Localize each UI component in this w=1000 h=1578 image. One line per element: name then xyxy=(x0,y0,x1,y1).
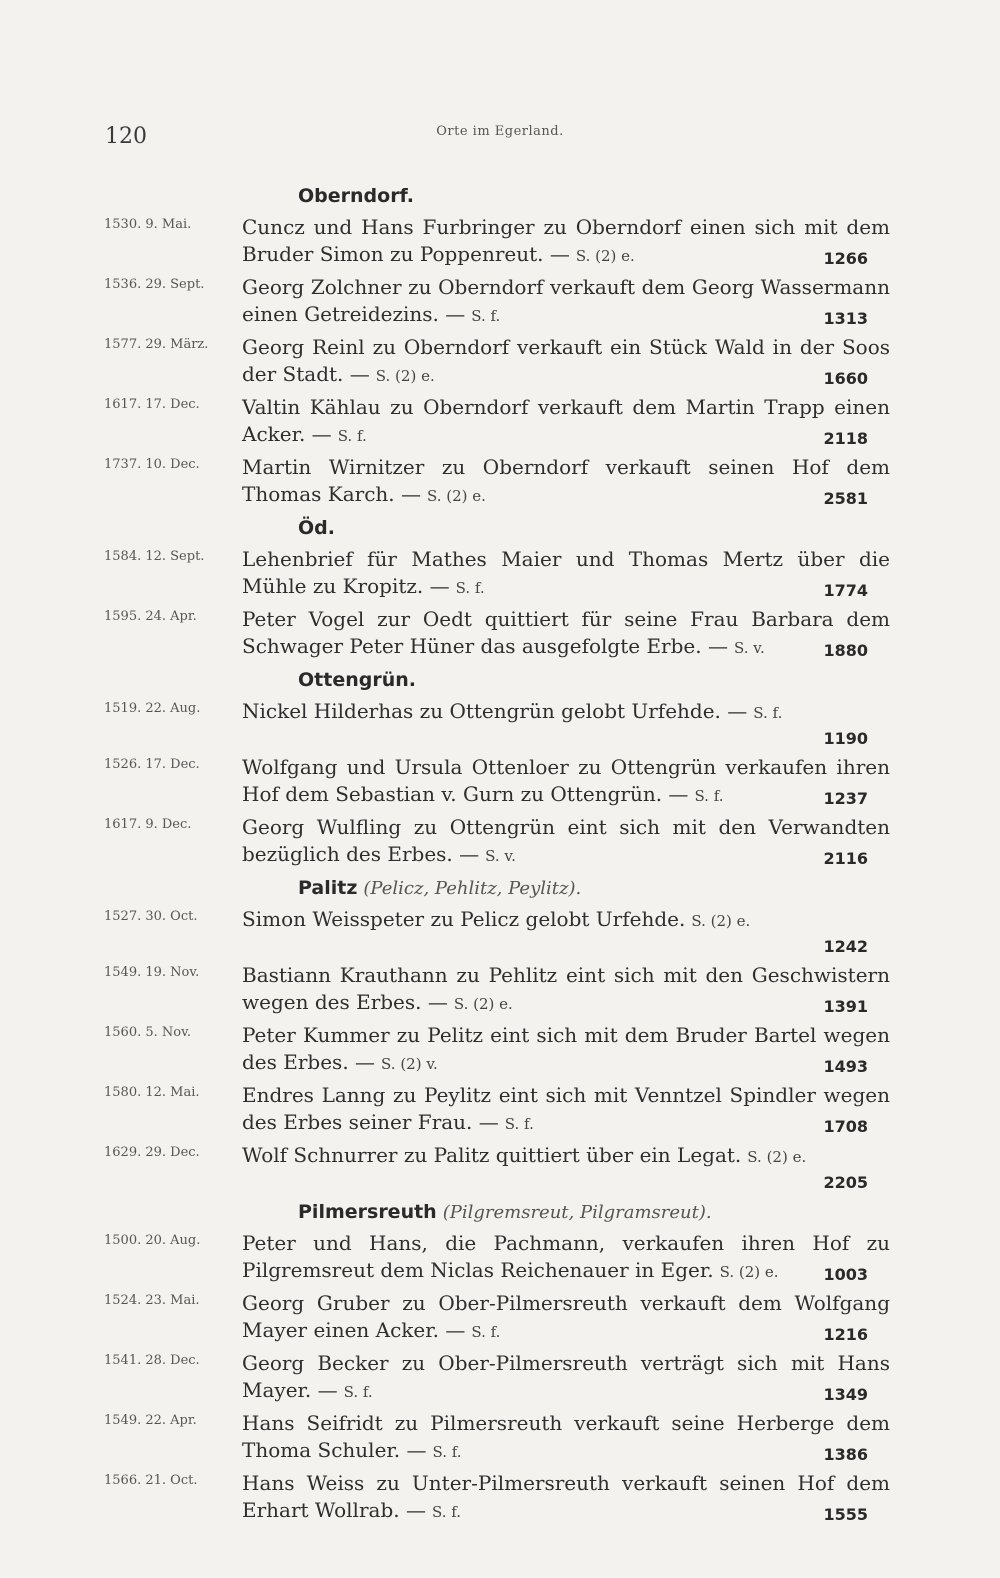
register-entry xyxy=(0,1470,1000,1526)
seal-reference: S. (2) e. xyxy=(375,367,435,385)
entry-summary: Georg Zolchner zu Oberndorf verkauft dem Georg Wassermann einen Getreidezins. — xyxy=(242,275,890,326)
entry-text xyxy=(242,814,890,870)
register-entry xyxy=(0,1082,1000,1138)
entry-text xyxy=(242,1350,890,1406)
seal-reference: S. f. xyxy=(504,1115,534,1133)
entry-text xyxy=(242,546,890,602)
entry-summary: Georg Reinl zu Oberndorf verkauft ein Stück Wald in der Soos der Stadt. — xyxy=(242,335,890,386)
register-entry xyxy=(0,1022,1000,1078)
entry-text xyxy=(242,906,890,935)
document-number: 1242 xyxy=(823,937,868,956)
seal-reference: S. f. xyxy=(455,579,485,597)
entry-text xyxy=(242,394,890,450)
entry-date: 1524. 23. Mai. xyxy=(104,1293,200,1308)
page-number: 120 xyxy=(105,124,147,149)
entry-date: 1536. 29. Sept. xyxy=(104,277,205,292)
entry-summary: Georg Gruber zu Ober-Pilmersreuth verkauft dem Wolfgang Mayer einen Acker. — xyxy=(242,1291,890,1342)
entry-text xyxy=(242,754,890,810)
entry-text xyxy=(242,1230,890,1286)
seal-reference: S. f. xyxy=(471,1323,501,1341)
register-entry xyxy=(0,454,1000,510)
document-number: 1708 xyxy=(823,1117,868,1136)
document-number: 1555 xyxy=(823,1505,868,1524)
section-title xyxy=(298,668,1000,692)
seal-reference: S. v. xyxy=(733,639,765,657)
entry-date: 1617. 9. Dec. xyxy=(104,817,192,832)
entry-date: 1500. 20. Aug. xyxy=(104,1233,201,1248)
entry-summary: Martin Wirnitzer zu Oberndorf verkauft seinen Hof dem Thomas Karch. — xyxy=(242,455,890,506)
document-number: 1190 xyxy=(823,729,868,748)
entry-summary: Hans Weiss zu Unter-Pilmersreuth verkauft seinen Hof dem Erhart Wollrab. — xyxy=(242,1471,890,1522)
entry-summary: Peter und Hans, die Pachmann, verkaufen ihren Hof zu Pilgremsreut dem Niclas Reichenauer in Eger. xyxy=(242,1231,890,1282)
entry-date: 1580. 12. Mai. xyxy=(104,1085,200,1100)
seal-reference: S. (2) v. xyxy=(381,1055,438,1073)
document-number: 1216 xyxy=(823,1325,868,1344)
entry-summary: Wolfgang und Ursula Ottenloer zu Ottengrün verkaufen ihren Hof dem Sebastian v. Gurn zu Ottengrün. — xyxy=(242,755,890,806)
register-entry xyxy=(0,394,1000,450)
section-title xyxy=(298,516,1000,540)
document-number: 1774 xyxy=(823,581,868,600)
document-number: 1880 xyxy=(823,641,868,660)
entry-summary: Peter Vogel zur Oedt quittiert für seine Frau Barbara dem Schwager Peter Hüner das ausgefolgte Erbe. — xyxy=(242,607,890,658)
entry-summary: Georg Becker zu Ober-Pilmersreuth verträgt sich mit Hans Mayer. — xyxy=(242,1351,890,1402)
register-entry xyxy=(0,814,1000,870)
entry-date: 1617. 17. Dec. xyxy=(104,397,200,412)
document-number: 1386 xyxy=(823,1445,868,1464)
section-title xyxy=(298,876,1000,900)
seal-reference: S. (2) e. xyxy=(427,487,486,505)
entry-date: 1560. 5. Nov. xyxy=(104,1025,192,1040)
document-number: 1493 xyxy=(823,1057,868,1076)
entry-text xyxy=(242,1142,890,1171)
document-number: 1237 xyxy=(823,789,868,808)
entry-date: 1541. 28. Dec. xyxy=(104,1353,200,1368)
entry-summary: Peter Kummer zu Pelitz eint sich mit dem Bruder Bartel wegen des Erbes. — xyxy=(242,1023,890,1074)
register-entry xyxy=(0,274,1000,330)
entry-date: 1530. 9. Mai. xyxy=(104,217,192,232)
entry-text xyxy=(242,1470,890,1526)
seal-reference: S. f. xyxy=(694,787,724,805)
register-entry xyxy=(0,546,1000,602)
entry-summary: Cuncz und Hans Furbringer zu Oberndorf einen sich mit dem Bruder Simon zu Poppenreut. — xyxy=(242,215,890,266)
entry-text xyxy=(242,214,890,270)
document-number: 1349 xyxy=(823,1385,868,1404)
register-entry xyxy=(0,906,1000,958)
section-title xyxy=(298,1200,1000,1224)
seal-reference: S. f. xyxy=(432,1443,462,1461)
document-number: 1391 xyxy=(823,997,868,1016)
register-entry xyxy=(0,754,1000,810)
entry-date: 1526. 17. Dec. xyxy=(104,757,200,772)
entry-summary: Georg Wulfling zu Ottengrün eint sich mit den Verwandten bezüglich des Erbes. — xyxy=(242,815,890,866)
entry-summary: Endres Lanng zu Peylitz eint sich mit Venntzel Spindler wegen des Erbes seiner Frau. — xyxy=(242,1083,890,1134)
register-entry xyxy=(0,1410,1000,1466)
entry-summary: Simon Weisspeter zu Pelicz gelobt Urfehde. xyxy=(242,907,686,931)
place-alias: (Pelicz, Pehlitz, Peylitz). xyxy=(363,878,582,899)
seal-reference: S. (2) e. xyxy=(691,912,751,930)
seal-reference: S. (2) e. xyxy=(453,995,513,1013)
document-number: 2205 xyxy=(823,1173,868,1192)
register-entry xyxy=(0,1142,1000,1194)
entry-summary: Wolf Schnurrer zu Palitz quittiert über ein Legat. xyxy=(242,1143,742,1167)
register-entry xyxy=(0,334,1000,390)
seal-reference: S. f. xyxy=(337,427,367,445)
register-entry xyxy=(0,698,1000,750)
register-entry xyxy=(0,214,1000,270)
register-entry xyxy=(0,962,1000,1018)
entry-text xyxy=(242,606,890,662)
document-number: 1660 xyxy=(823,369,868,388)
seal-reference: S. (2) e. xyxy=(575,247,635,265)
entry-text xyxy=(242,1022,890,1078)
seal-reference: S. f. xyxy=(431,1503,462,1521)
seal-reference: S. (2) e. xyxy=(719,1263,779,1281)
entry-date: 1549. 22. Apr. xyxy=(104,1413,197,1428)
entry-summary: Nickel Hilderhas zu Ottengrün gelobt Urfehde. — xyxy=(242,699,748,723)
entry-text xyxy=(242,698,890,727)
running-title: Orte im Egerland. xyxy=(436,124,564,139)
register-entry xyxy=(0,1290,1000,1346)
entry-text xyxy=(242,1290,890,1346)
entry-date: 1519. 22. Aug. xyxy=(104,701,201,716)
entry-text xyxy=(242,274,890,330)
entry-text xyxy=(242,1410,890,1466)
seal-reference: S. f. xyxy=(471,307,501,325)
place-name: Ottengrün. xyxy=(298,669,416,691)
document-number: 1313 xyxy=(823,309,868,328)
entry-text xyxy=(242,962,890,1018)
document-number: 2116 xyxy=(823,849,868,868)
place-alias: (Pilgremsreut, Pilgramsreut). xyxy=(442,1202,712,1223)
entry-summary: Bastiann Krauthann zu Pehlitz eint sich mit den Geschwistern wegen des Erbes. — xyxy=(242,963,890,1014)
entry-summary: Valtin Kählau zu Oberndorf verkauft dem Martin Trapp einen Acker. — xyxy=(242,395,890,446)
entry-date: 1737. 10. Dec. xyxy=(104,457,200,472)
entry-text xyxy=(242,334,890,390)
entry-date: 1566. 21. Oct. xyxy=(104,1473,198,1488)
document-number: 2118 xyxy=(823,429,868,448)
entry-summary: Lehenbrief für Mathes Maier und Thomas Mertz über die Mühle zu Kropitz. — xyxy=(242,547,890,598)
place-name: Pilmersreuth xyxy=(298,1201,437,1223)
register-content xyxy=(0,178,1000,1530)
place-name: Oberndorf. xyxy=(298,185,415,207)
register-entry xyxy=(0,1350,1000,1406)
entry-date: 1584. 12. Sept. xyxy=(104,549,205,564)
seal-reference: S. (2) e. xyxy=(747,1148,807,1166)
seal-reference: S. v. xyxy=(485,847,516,865)
entry-text xyxy=(242,454,890,510)
entry-text xyxy=(242,1082,890,1138)
place-name: Palitz xyxy=(298,877,358,899)
entry-date: 1595. 24. Apr. xyxy=(104,609,197,624)
section-title xyxy=(298,184,1000,208)
entry-date: 1527. 30. Oct. xyxy=(104,909,198,924)
entry-date: 1549. 19. Nov. xyxy=(104,965,200,980)
register-entry xyxy=(0,1230,1000,1286)
entry-date: 1629. 29. Dec. xyxy=(104,1145,200,1160)
place-name: Öd. xyxy=(298,517,335,539)
register-entry xyxy=(0,606,1000,662)
seal-reference: S. f. xyxy=(343,1383,373,1401)
document-number: 1266 xyxy=(823,249,868,268)
entry-date: 1577. 29. März. xyxy=(104,337,209,352)
entry-summary: Hans Seifridt zu Pilmersreuth verkauft seine Herberge dem Thoma Schuler. — xyxy=(242,1411,890,1462)
document-number: 2581 xyxy=(823,489,868,508)
seal-reference: S. f. xyxy=(753,704,783,722)
document-number: 1003 xyxy=(823,1265,868,1284)
